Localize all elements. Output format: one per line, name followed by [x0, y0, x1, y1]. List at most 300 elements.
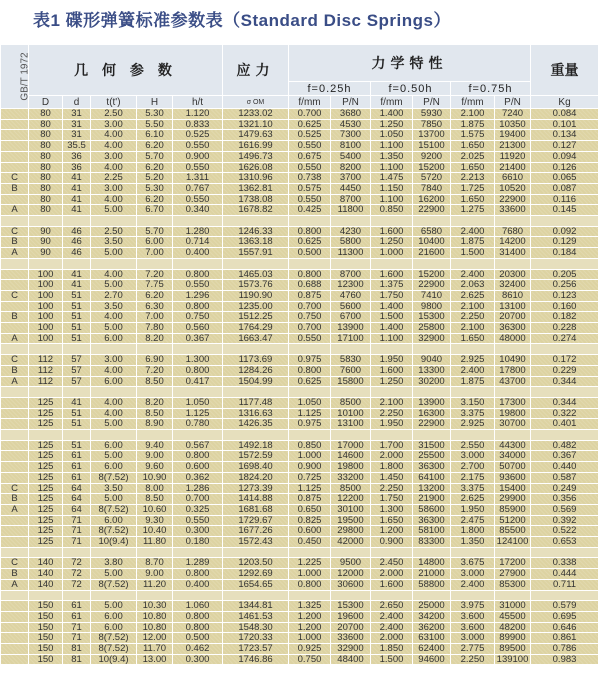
col-d-cell: 41: [63, 205, 91, 216]
col-f075-cell: 1.650: [451, 141, 495, 152]
table-row: [1, 483, 599, 494]
spacer-cell: [223, 590, 289, 601]
col-h-t-cell: 0.833: [173, 119, 223, 130]
mechanics-header: 力学特性: [289, 45, 531, 82]
col-f025-cell: 0.650: [289, 504, 331, 515]
col-H-cell: 7.00: [137, 312, 173, 323]
table-row: [1, 494, 599, 505]
col-p075-cell: 14200: [495, 237, 531, 248]
col-p050-cell: 94600: [413, 654, 451, 665]
col-kg-cell: 0.126: [531, 162, 599, 173]
col-kg-cell: 0.129: [531, 237, 599, 248]
col-t-cell: 2.50: [91, 109, 137, 120]
col-f075-cell: 2.025: [451, 151, 495, 162]
col-p075-cell: 20700: [495, 312, 531, 323]
col-sigma-cell: 1738.08: [223, 194, 289, 205]
col-p075-cell: 10490: [495, 355, 531, 366]
spacer-cell: [451, 387, 495, 398]
col-t-cell: 6.00: [91, 333, 137, 344]
series-type-cell: A: [1, 333, 29, 344]
col-p075-cell: 20300: [495, 269, 531, 280]
col-f050-cell: 2.000: [371, 633, 413, 644]
col-D-cell: 150: [29, 622, 63, 633]
col-sigma-cell: 1190.90: [223, 290, 289, 301]
spacer-cell: [495, 590, 531, 601]
spacer-cell: [413, 258, 451, 269]
col-p075-cell: 45500: [495, 611, 531, 622]
col-p075-cell: 17300: [495, 397, 531, 408]
col-f050-cell: 1.850: [371, 644, 413, 655]
col-H-cell: 6.20: [137, 141, 173, 152]
col-p025-cell: 17100: [331, 333, 371, 344]
spacer-cell: [137, 344, 173, 355]
col-h-t-cell: 1.060: [173, 601, 223, 612]
col-f050-cell: 1.300: [371, 504, 413, 515]
col-h-t-cell: 1.125: [173, 408, 223, 419]
col-f075-cell: 1.950: [451, 504, 495, 515]
col-f025-cell: 1.000: [289, 633, 331, 644]
col-H-cell: 7.80: [137, 323, 173, 334]
col-p050-cell: 31500: [413, 440, 451, 451]
col-p050-cell: 7850: [413, 119, 451, 130]
table-row: [1, 515, 599, 526]
col-D-cell: 100: [29, 269, 63, 280]
col-D-header: D: [29, 96, 63, 109]
col-d-cell: 61: [63, 611, 91, 622]
series-type-cell: [1, 408, 29, 419]
table-row: [1, 280, 599, 291]
col-D-cell: 90: [29, 226, 63, 237]
col-p075-cell: 21400: [495, 162, 531, 173]
col-p050-cell: 16300: [413, 408, 451, 419]
col-p050-cell: 7410: [413, 290, 451, 301]
series-type-cell: [1, 151, 29, 162]
col-sigma-cell: 1572.59: [223, 451, 289, 462]
col-sigma-cell: 1746.86: [223, 654, 289, 665]
col-H-cell: 9.00: [137, 569, 173, 580]
spacer-cell: [331, 258, 371, 269]
spacer-cell: [371, 216, 413, 227]
col-p025-cell: 5400: [331, 151, 371, 162]
col-sigma-header: σ OM: [223, 96, 289, 109]
col-p050-cell: 62400: [413, 644, 451, 655]
col-d-cell: 71: [63, 537, 91, 548]
spacer-cell: [63, 547, 91, 558]
col-p025-cell: 9500: [331, 558, 371, 569]
series-type-cell: [1, 301, 29, 312]
col-kg-cell: 0.182: [531, 312, 599, 323]
col-f075-cell: 1.275: [451, 205, 495, 216]
col-p050-cell: 25000: [413, 601, 451, 612]
col-H-cell: 6.90: [137, 355, 173, 366]
col-sigma-cell: 1233.02: [223, 109, 289, 120]
col-t-cell: 3.00: [91, 355, 137, 366]
col-p025-cell: 4530: [331, 119, 371, 130]
col-sigma-cell: 1548.30: [223, 622, 289, 633]
col-d-header: d: [63, 96, 91, 109]
col-t-cell: 5.00: [91, 601, 137, 612]
col-f025-cell: 0.700: [289, 323, 331, 334]
col-d-cell: 46: [63, 237, 91, 248]
col-p075-cell: 17200: [495, 558, 531, 569]
col-H-cell: 10.40: [137, 526, 173, 537]
col-f050-cell: 2.100: [371, 397, 413, 408]
col-sigma-cell: 1572.43: [223, 537, 289, 548]
series-type-cell: [1, 537, 29, 548]
col-p075-cell: 31000: [495, 601, 531, 612]
spacer-cell: [137, 547, 173, 558]
spacer-cell: [531, 590, 599, 601]
col-p050-cell: 15200: [413, 269, 451, 280]
col-f050-cell: 2.650: [371, 601, 413, 612]
col-p025-cell: 5600: [331, 301, 371, 312]
col-f025-cell: 0.625: [289, 376, 331, 387]
col-f050-cell: 1.500: [371, 312, 413, 323]
col-H-cell: 6.20: [137, 194, 173, 205]
col-p025-cell: 6700: [331, 312, 371, 323]
col-D-cell: 100: [29, 301, 63, 312]
col-D-cell: 112: [29, 355, 63, 366]
col-f050-cell: 1.100: [371, 194, 413, 205]
col-t-cell: 5.00: [91, 323, 137, 334]
col-H-cell: 6.00: [137, 237, 173, 248]
col-sigma-cell: 1504.99: [223, 376, 289, 387]
spacer-cell: [1, 430, 29, 441]
series-type-cell: [1, 130, 29, 141]
col-H-cell: 7.75: [137, 280, 173, 291]
col-p050-cell: 36200: [413, 622, 451, 633]
col-h-t-header: h/t: [173, 96, 223, 109]
col-h-t-cell: 0.362: [173, 472, 223, 483]
col-h-t-cell: 0.550: [173, 194, 223, 205]
col-f075-cell: 1.500: [451, 248, 495, 259]
col-kg-cell: 0.145: [531, 205, 599, 216]
col-f050-cell: 1.150: [371, 183, 413, 194]
col-t-cell: 4.00: [91, 162, 137, 173]
series-type-cell: C: [1, 558, 29, 569]
spacer-cell: [413, 216, 451, 227]
col-f075-cell: 2.775: [451, 644, 495, 655]
col-f050-cell: 2.400: [371, 622, 413, 633]
table-row: [1, 141, 599, 152]
col-f025-cell: 0.425: [289, 205, 331, 216]
spacer-cell: [331, 430, 371, 441]
col-f075-cell: 2.550: [451, 440, 495, 451]
col-p025-cell: 8500: [331, 483, 371, 494]
col-f050-cell: 1.100: [371, 141, 413, 152]
spacer-cell: [531, 430, 599, 441]
col-D-cell: 125: [29, 451, 63, 462]
spacer-cell: [1, 387, 29, 398]
col-d-cell: 71: [63, 526, 91, 537]
col-f075-cell: 2.925: [451, 419, 495, 430]
col-H-cell: 10.90: [137, 472, 173, 483]
col-sigma-cell: 1246.33: [223, 226, 289, 237]
col-p075-cell: 89500: [495, 644, 531, 655]
col-p050-header: P/N: [413, 96, 451, 109]
col-kg-cell: 0.401: [531, 419, 599, 430]
col-D-cell: 140: [29, 569, 63, 580]
spacer-cell: [531, 258, 599, 269]
col-f050-cell: 1.250: [371, 376, 413, 387]
spacer-cell: [173, 547, 223, 558]
col-p050-cell: 9800: [413, 301, 451, 312]
col-p025-cell: 12000: [331, 569, 371, 580]
col-h-t-cell: 0.400: [173, 579, 223, 590]
spacer-cell: [91, 216, 137, 227]
table-row: [1, 397, 599, 408]
col-H-cell: 7.00: [137, 248, 173, 259]
col-p075-cell: 11920: [495, 151, 531, 162]
table-row: [1, 601, 599, 612]
col-t-cell: 4.00: [91, 312, 137, 323]
col-f025-cell: 0.750: [289, 312, 331, 323]
col-D-cell: 80: [29, 130, 63, 141]
col-h-t-cell: 0.800: [173, 569, 223, 580]
col-f025-cell: 0.800: [289, 365, 331, 376]
col-p050-cell: 10400: [413, 237, 451, 248]
col-p025-cell: 8200: [331, 162, 371, 173]
col-f050-cell: 1.350: [371, 151, 413, 162]
col-p025-cell: 8100: [331, 141, 371, 152]
col-H-cell: 9.00: [137, 451, 173, 462]
col-d-cell: 71: [63, 633, 91, 644]
col-D-cell: 80: [29, 183, 63, 194]
table-row: [1, 451, 599, 462]
col-kg-cell: 0.579: [531, 601, 599, 612]
col-kg-cell: 0.127: [531, 141, 599, 152]
col-D-cell: 150: [29, 633, 63, 644]
col-sigma-cell: 1681.68: [223, 504, 289, 515]
col-p050-cell: 7840: [413, 183, 451, 194]
col-kg-cell: 0.392: [531, 515, 599, 526]
table-row: [1, 312, 599, 323]
col-f025-cell: 0.875: [289, 494, 331, 505]
col-H-cell: 7.20: [137, 365, 173, 376]
col-kg-cell: 0.440: [531, 462, 599, 473]
table-row: [1, 173, 599, 184]
col-sigma-cell: 1310.96: [223, 173, 289, 184]
col-kg-cell: 0.695: [531, 611, 599, 622]
col-h-t-cell: 0.567: [173, 440, 223, 451]
series-type-cell: A: [1, 205, 29, 216]
spacer-cell: [223, 547, 289, 558]
col-f025-cell: 0.900: [289, 462, 331, 473]
spacer-row: [1, 258, 599, 269]
col-kg-cell: 0.065: [531, 173, 599, 184]
col-p050-cell: 25500: [413, 451, 451, 462]
table-row: [1, 654, 599, 665]
series-type-cell: A: [1, 376, 29, 387]
col-kg-cell: 0.084: [531, 109, 599, 120]
col-f075-cell: 3.000: [451, 451, 495, 462]
spacer-cell: [63, 344, 91, 355]
col-d-cell: 57: [63, 376, 91, 387]
col-H-cell: 6.70: [137, 205, 173, 216]
col-f050-cell: 2.400: [371, 611, 413, 622]
series-type-cell: [1, 440, 29, 451]
col-f075-cell: 2.250: [451, 312, 495, 323]
col-p050-cell: 58100: [413, 526, 451, 537]
spacer-cell: [451, 344, 495, 355]
spacer-cell: [371, 590, 413, 601]
col-f050-cell: 2.250: [371, 483, 413, 494]
col-p025-cell: 17000: [331, 440, 371, 451]
table-row: [1, 183, 599, 194]
col-f050-cell: 2.250: [371, 408, 413, 419]
col-H-cell: 11.20: [137, 579, 173, 590]
weight-header: 重量: [531, 45, 599, 96]
col-p050-cell: 15300: [413, 312, 451, 323]
col-t-cell: 4.00: [91, 269, 137, 280]
table-row: [1, 408, 599, 419]
col-p050-cell: 22900: [413, 280, 451, 291]
col-p075-cell: 8610: [495, 290, 531, 301]
col-D-cell: 125: [29, 462, 63, 473]
table-row: [1, 504, 599, 515]
col-f025-cell: 0.550: [289, 194, 331, 205]
col-sigma-cell: 1273.39: [223, 483, 289, 494]
col-f050-cell: 1.800: [371, 462, 413, 473]
spacer-cell: [91, 344, 137, 355]
series-type-cell: [1, 397, 29, 408]
col-p050-cell: 36300: [413, 462, 451, 473]
col-d-cell: 81: [63, 644, 91, 655]
col-p050-cell: 14800: [413, 558, 451, 569]
col-D-cell: 150: [29, 654, 63, 665]
col-f075-cell: 2.925: [451, 355, 495, 366]
col-h-t-cell: 0.340: [173, 205, 223, 216]
col-h-t-cell: 1.280: [173, 226, 223, 237]
col-t-cell: 8(7.52): [91, 579, 137, 590]
col-f075-cell: 3.600: [451, 611, 495, 622]
spacer-cell: [29, 387, 63, 398]
disc-spring-table: [0, 44, 599, 665]
col-f075-cell: 2.063: [451, 280, 495, 291]
spacer-cell: [1, 547, 29, 558]
col-D-cell: 140: [29, 558, 63, 569]
series-type-cell: [1, 601, 29, 612]
series-type-cell: [1, 611, 29, 622]
col-d-cell: 64: [63, 494, 91, 505]
table-row: [1, 537, 599, 548]
col-f050-cell: 1.250: [371, 237, 413, 248]
col-f075-cell: 3.675: [451, 558, 495, 569]
table-row: [1, 472, 599, 483]
col-f025-cell: 1.125: [289, 483, 331, 494]
table-row: [1, 162, 599, 173]
spacer-cell: [495, 344, 531, 355]
col-p050-cell: 30200: [413, 376, 451, 387]
col-H-cell: 8.50: [137, 408, 173, 419]
col-sigma-cell: 1677.26: [223, 526, 289, 537]
col-d-cell: 31: [63, 119, 91, 130]
series-type-cell: [1, 644, 29, 655]
col-t-cell: 8(7.52): [91, 472, 137, 483]
col-D-cell: 90: [29, 237, 63, 248]
col-p075-cell: 13100: [495, 301, 531, 312]
col-d-cell: 51: [63, 333, 91, 344]
spacer-cell: [331, 216, 371, 227]
col-D-cell: 125: [29, 472, 63, 483]
spacer-cell: [451, 547, 495, 558]
col-H-cell: 11.70: [137, 644, 173, 655]
col-t-cell: 6.00: [91, 515, 137, 526]
col-H-cell: 13.00: [137, 654, 173, 665]
col-d-cell: 46: [63, 226, 91, 237]
col-h-t-cell: 0.700: [173, 494, 223, 505]
col-kg-cell: 0.482: [531, 440, 599, 451]
col-f025-cell: 0.525: [289, 130, 331, 141]
col-h-t-cell: 0.367: [173, 333, 223, 344]
series-type-cell: A: [1, 579, 29, 590]
spacer-cell: [531, 344, 599, 355]
col-sigma-cell: 1723.57: [223, 644, 289, 655]
col-p075-cell: 48200: [495, 622, 531, 633]
col-D-cell: 90: [29, 248, 63, 259]
col-f075-cell: 2.213: [451, 173, 495, 184]
col-f050-cell: 1.700: [371, 440, 413, 451]
col-p025-cell: 3700: [331, 173, 371, 184]
col-h-t-cell: 0.550: [173, 515, 223, 526]
col-d-cell: 51: [63, 312, 91, 323]
col-d-cell: 41: [63, 397, 91, 408]
col-f075-cell: 1.725: [451, 183, 495, 194]
col-f025-header: f/mm: [289, 96, 331, 109]
col-h-t-cell: 0.560: [173, 323, 223, 334]
col-f050-cell: 1.400: [371, 109, 413, 120]
col-p050-cell: 64100: [413, 472, 451, 483]
col-p075-cell: 44300: [495, 440, 531, 451]
col-d-cell: 51: [63, 440, 91, 451]
col-p025-cell: 10100: [331, 408, 371, 419]
col-h-t-cell: 0.800: [173, 611, 223, 622]
col-sigma-cell: 1362.81: [223, 183, 289, 194]
col-f050-cell: 0.900: [371, 537, 413, 548]
col-H-cell: 9.40: [137, 440, 173, 451]
table-row: [1, 462, 599, 473]
col-p025-cell: 3680: [331, 109, 371, 120]
col-kg-cell: 0.087: [531, 183, 599, 194]
spacer-cell: [289, 258, 331, 269]
col-D-cell: 112: [29, 365, 63, 376]
col-h-t-cell: 0.550: [173, 141, 223, 152]
col-p050-cell: 22900: [413, 205, 451, 216]
col-f025-cell: 0.800: [289, 579, 331, 590]
col-sigma-cell: 1465.03: [223, 269, 289, 280]
col-kg-cell: 0.338: [531, 558, 599, 569]
col-D-cell: 125: [29, 504, 63, 515]
col-D-cell: 125: [29, 537, 63, 548]
col-d-cell: 46: [63, 248, 91, 259]
col-kg-cell: 0.134: [531, 130, 599, 141]
col-d-cell: 41: [63, 194, 91, 205]
col-f075-cell: 3.600: [451, 622, 495, 633]
col-d-cell: 71: [63, 515, 91, 526]
spacer-cell: [29, 344, 63, 355]
col-f050-cell: 1.600: [371, 579, 413, 590]
col-kg-cell: 0.344: [531, 376, 599, 387]
col-p050-cell: 5930: [413, 109, 451, 120]
spacer-cell: [531, 547, 599, 558]
col-f025-cell: 0.738: [289, 173, 331, 184]
col-f050-cell: 1.375: [371, 280, 413, 291]
col-p025-cell: 32900: [331, 644, 371, 655]
col-H-cell: 10.80: [137, 622, 173, 633]
col-f075-cell: 1.575: [451, 130, 495, 141]
col-p025-cell: 19800: [331, 462, 371, 473]
table-row: [1, 558, 599, 569]
